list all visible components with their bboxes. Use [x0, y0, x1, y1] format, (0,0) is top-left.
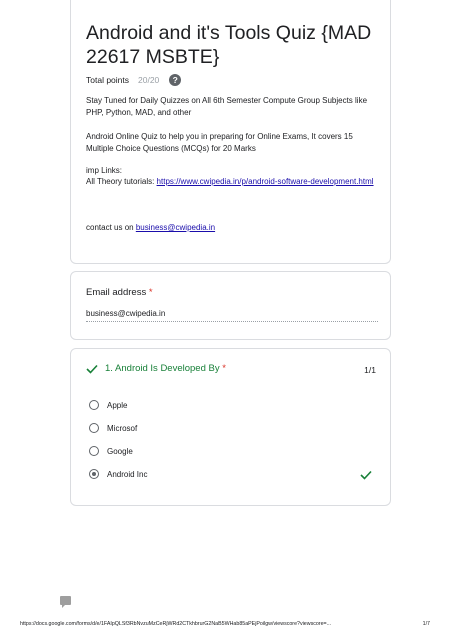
checkmark-icon [360, 470, 372, 480]
total-points-label: Total points [86, 75, 129, 85]
radio-button[interactable] [89, 446, 99, 456]
radio-button[interactable] [89, 400, 99, 410]
form-title: Android and it's Tools Quiz {MAD 22617 MSBTE} [86, 22, 372, 68]
contact-line [86, 222, 381, 234]
footer-url: https://docs.google.com/forms/d/e/1FAIpQLSf3RbNvzuMzCeRjWRd2CTkhbrurG2NaB5WHab85aPEjPoilgw/viewscore?viewscore=... [20, 621, 332, 627]
form-description-2: Android Online Quiz to help you in preparing for Online Exams, It covers 15 Multiple Choice Questions (MCQs) for 20 Marks [86, 132, 353, 153]
option-label: Apple [107, 400, 128, 410]
option-label: Android Inc [107, 469, 148, 479]
option-apple[interactable] [89, 398, 127, 412]
contact-email-link[interactable]: business@cwipedia.in [135, 223, 216, 232]
required-asterisk: * [222, 363, 226, 374]
footer-page-number: 1/7 [422, 621, 430, 627]
option-google[interactable] [89, 444, 133, 458]
comment-icon[interactable] [60, 596, 71, 605]
checkmark-icon [86, 364, 98, 374]
option-label: Google [107, 446, 133, 456]
total-points-row [86, 74, 181, 86]
option-android-inc[interactable] [89, 467, 147, 481]
question-title [105, 363, 226, 374]
question-score: 1/1 [364, 365, 376, 375]
form-header-card [70, 0, 391, 264]
tutorials-prefix: All Theory tutorials: [86, 177, 157, 186]
radio-button-selected[interactable] [89, 469, 99, 479]
tutorials-link[interactable]: https://www.cwipedia.in/p/android-software-development.html [156, 177, 374, 186]
tutorials-line [86, 176, 381, 188]
email-field[interactable]: business@cwipedia.in [86, 309, 378, 322]
contact-prefix: contact us on [86, 223, 136, 232]
email-label-text: Email address [86, 287, 147, 298]
links-label: imp Links: [86, 166, 123, 175]
required-asterisk: * [148, 287, 153, 298]
help-circle-icon[interactable]: ? [169, 74, 181, 86]
form-description-1: Stay Tuned for Daily Quizzes on All 6th Semester Compute Group Subjects like PHP, Python, MAD, and other [86, 96, 368, 117]
question-card [70, 348, 391, 506]
email-label [86, 287, 153, 298]
option-label: Microsof [107, 423, 138, 433]
total-points-value: 20/20 [138, 75, 160, 85]
radio-button[interactable] [89, 423, 99, 433]
option-microsof[interactable] [89, 421, 137, 435]
question-title-text: 1. Android Is Developed By [105, 363, 220, 374]
email-card [70, 271, 391, 340]
